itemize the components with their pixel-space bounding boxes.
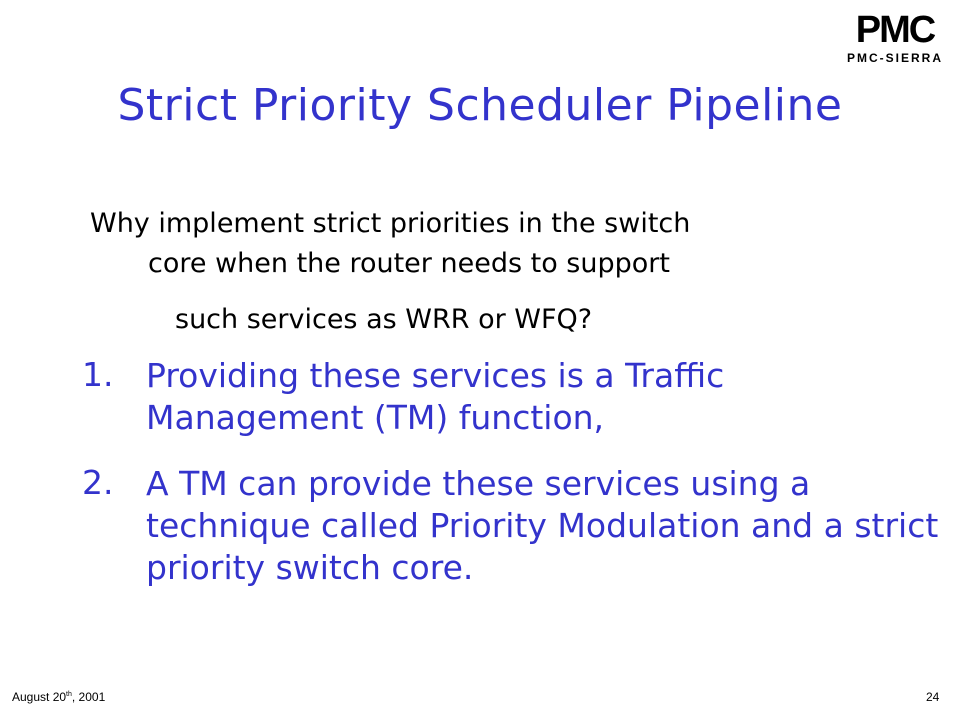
footer-date-main: August 20: [12, 690, 67, 704]
list-item-text: Providing these services is a Traffic Management (TM) function,: [146, 356, 725, 437]
footer-date-suffix: th: [66, 691, 72, 698]
pmc-sierra-logo: [836, 8, 954, 66]
page-number: 24: [926, 690, 940, 704]
slide-title: Strict Priority Scheduler Pipeline: [117, 80, 843, 131]
logo-subtext: PMC-SIERRA: [846, 51, 944, 65]
footer-date: [12, 690, 105, 704]
list-item-number: 2.: [82, 463, 114, 502]
intro-line-3: such services as WRR or WFQ?: [175, 304, 593, 335]
list-item-number: 1.: [82, 355, 114, 394]
footer-date-year: , 2001: [71, 690, 106, 704]
intro-line-2: core when the router needs to support: [148, 248, 670, 279]
list-item-text: A TM can provide these services using a technique called Priority Modulation and a strict priority switch core.: [146, 464, 939, 587]
intro-line-1: Why implement strict priorities in the switch: [90, 208, 691, 239]
logo-wordmark: PMC: [855, 9, 935, 51]
